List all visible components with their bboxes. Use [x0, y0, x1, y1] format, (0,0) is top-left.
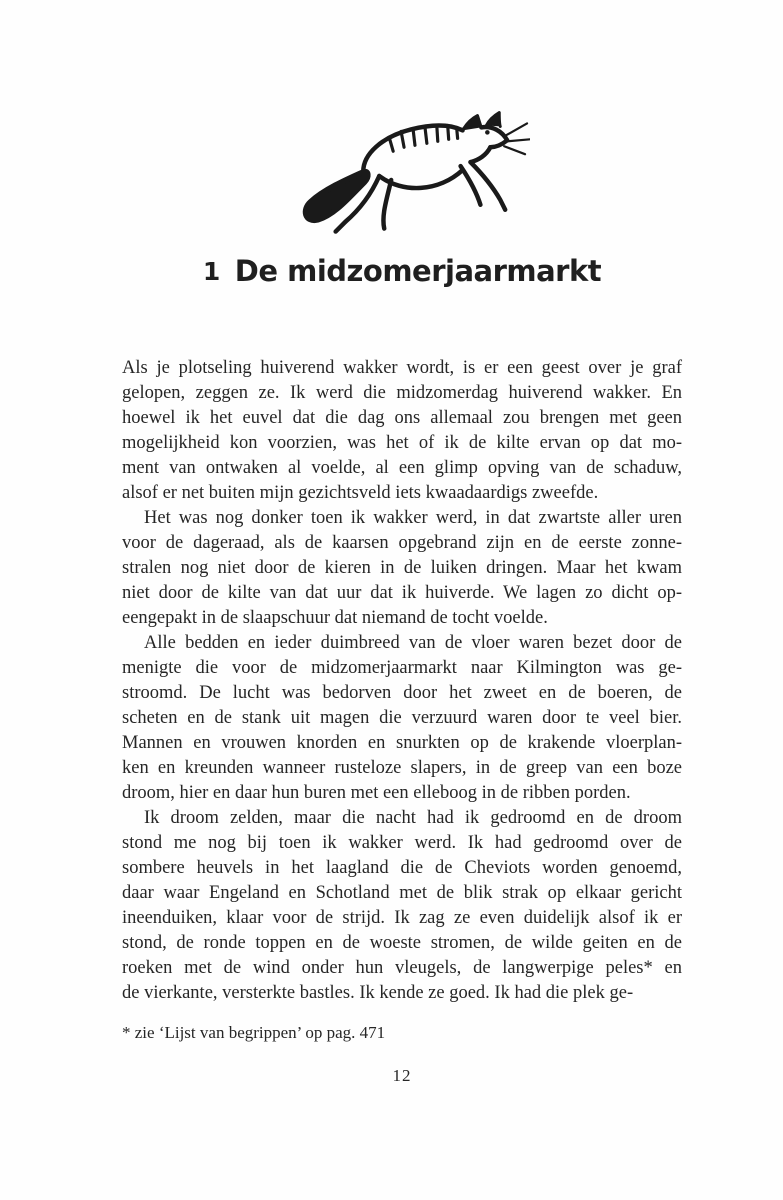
text-line: Alle bedden en ieder duimbreed van de vloer waren bezet door de [144, 633, 682, 653]
chapter-number: 1 [202, 257, 220, 286]
text-line: ineenduiken, klaar voor de strijd. Ik zag ze even duidelijk alsof ik er [122, 908, 682, 928]
text-line: gelopen, zeggen ze. Ik werd die midzomerdag huiverend wakker. En [122, 383, 682, 403]
text-line: menigte die voor de midzomerjaarmarkt naar Kilmington was ge- [122, 658, 682, 678]
text-line: niet door de kilte van dat uur dat ik huiverde. We lagen zo dicht op- [122, 583, 682, 603]
text-line: stroomd. De lucht was bedorven door het zweet en de boeren, de [122, 683, 682, 703]
body-text [122, 356, 682, 1006]
text-line: mogelijkheid kon voorzien, was het of ik de kilte ervan op dat mo- [122, 433, 682, 453]
chapter-title: De midzomerjaarmarkt [234, 254, 602, 288]
text-line: de vierkante, versterkte bastles. Ik kende ze goed. Ik had die plek ge- [122, 983, 634, 1003]
text-line: droom, hier en daar hun buren met een elleboog in de ribben porden. [122, 783, 631, 803]
text-line: Het was nog donker toen ik wakker werd, in dat zwartste aller uren [144, 508, 682, 528]
text-line: ment van ontwaken al voelde, al een glimp opving van de schaduw, [122, 458, 682, 478]
chapter-heading [122, 254, 682, 288]
text-line: daar waar Engeland en Schotland met de blik strak op elkaar gericht [122, 883, 682, 903]
text-line: stralen nog niet door de kieren in de luiken dringen. Maar het kwam [122, 558, 682, 578]
text-line: roeken met de wind onder hun vleugels, de langwerpige peles* en [122, 958, 682, 978]
text-line: alsof er net buiten mijn gezichtsveld iets kwaadaardigs zweefde. [122, 483, 599, 503]
page-number: 12 [392, 1066, 412, 1085]
text-line: scheten en de stank uit magen die verzuurd waren door te veel bier. [122, 708, 682, 728]
text-line: ken en kreunden wanneer rusteloze slapers, in de greep van een boze [122, 758, 682, 778]
text-line: stond, de ronde toppen en de woeste stromen, de wilde geiten en de [122, 933, 682, 953]
text-line: Mannen en vrouwen knorden en snurkten op de krakende vloerplan- [122, 733, 682, 753]
leaping-cat-drawing [292, 110, 530, 245]
text-line: eengepakt in de slaapschuur dat niemand de tocht voelde. [122, 608, 548, 628]
text-line: hoewel ik het euvel dat die dag ons allemaal zou brengen met geen [122, 408, 682, 428]
cat-illustration [292, 110, 530, 245]
footnote-text: * zie ‘Lijst van begrippen’ op pag. 471 [122, 1023, 386, 1042]
text-line: sombere heuvels in het laagland die de Cheviots worden genoemd, [122, 858, 682, 878]
text-line: Als je plotseling huiverend wakker wordt, is er een geest over je graf [122, 358, 682, 378]
text-line: voor de dageraad, als de kaarsen opgebrand zijn en de eerste zonne- [122, 533, 682, 553]
text-line: stond me nog bij toen ik wakker werd. Ik had gedroomd over de [122, 833, 682, 853]
footnote [122, 1022, 682, 1044]
text-line: Ik droom zelden, maar die nacht had ik gedroomd en de droom [144, 808, 682, 828]
